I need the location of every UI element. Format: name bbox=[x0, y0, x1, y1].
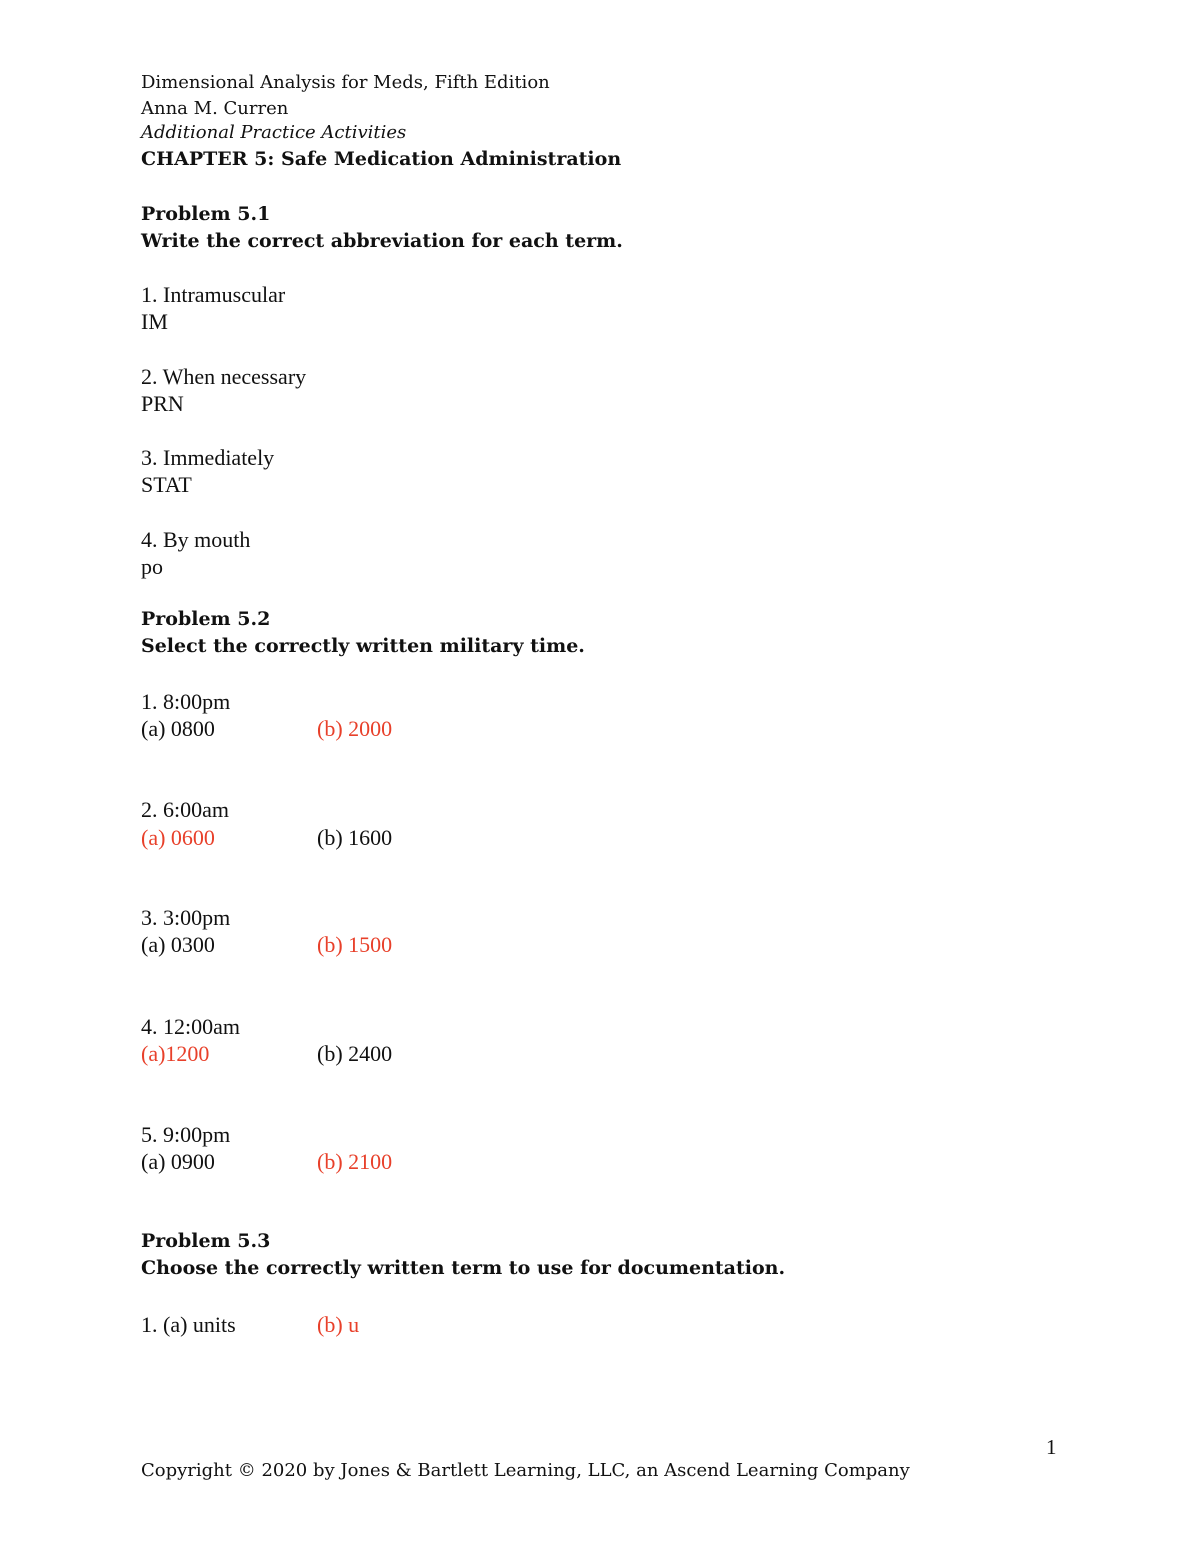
option-b-correct: (b) 1500 bbox=[317, 932, 393, 957]
term-answer: IM bbox=[141, 309, 168, 334]
term-item: 4. By mouth bbox=[141, 527, 251, 552]
document-subtitle: Additional Practice Activities bbox=[141, 122, 407, 143]
problem-5-3-title: Problem 5.3 bbox=[141, 1230, 271, 1252]
option-a: (a) 0800 bbox=[141, 716, 215, 741]
option-b: (b) 2400 bbox=[317, 1041, 393, 1066]
option-a: (a) 0900 bbox=[141, 1149, 215, 1174]
time-question: 2. 6:00am bbox=[141, 797, 229, 822]
time-question: 1. 8:00pm bbox=[141, 689, 231, 714]
option-b-correct: (b) 2100 bbox=[317, 1149, 393, 1174]
problem-5-2-instruction: Select the correctly written military time. bbox=[141, 635, 585, 657]
author: Anna M. Curren bbox=[141, 98, 289, 119]
term-answer: PRN bbox=[141, 391, 184, 416]
term-item: 1. Intramuscular bbox=[141, 282, 286, 307]
term-answer: STAT bbox=[141, 472, 192, 497]
term-item: 2. When necessary bbox=[141, 364, 307, 389]
option-a-correct: (a) 0600 bbox=[141, 825, 215, 850]
problem-5-1-title: Problem 5.1 bbox=[141, 203, 271, 225]
option-a: (a) 0300 bbox=[141, 932, 215, 957]
copyright-notice: Copyright © 2020 by Jones & Bartlett Learning, LLC, an Ascend Learning Company bbox=[141, 1460, 910, 1481]
time-question: 5. 9:00pm bbox=[141, 1122, 231, 1147]
option-b-correct: (b) u bbox=[317, 1312, 360, 1337]
page-number: 1 bbox=[1046, 1435, 1057, 1459]
option-a: 1. (a) units bbox=[141, 1312, 236, 1337]
term-item: 3. Immediately bbox=[141, 445, 275, 470]
time-question: 4. 12:00am bbox=[141, 1014, 240, 1039]
chapter-title: CHAPTER 5: Safe Medication Administration bbox=[141, 148, 622, 170]
option-b: (b) 1600 bbox=[317, 825, 393, 850]
term-answer: po bbox=[141, 554, 163, 579]
time-question: 3. 3:00pm bbox=[141, 905, 231, 930]
problem-5-1-instruction: Write the correct abbreviation for each term. bbox=[141, 230, 623, 252]
problem-5-3-instruction: Choose the correctly written term to use for documentation. bbox=[141, 1257, 786, 1279]
book-title: Dimensional Analysis for Meds, Fifth Edition bbox=[141, 72, 550, 93]
option-b-correct: (b) 2000 bbox=[317, 716, 393, 741]
problem-5-2-title: Problem 5.2 bbox=[141, 608, 271, 630]
option-a-correct: (a)1200 bbox=[141, 1041, 210, 1066]
